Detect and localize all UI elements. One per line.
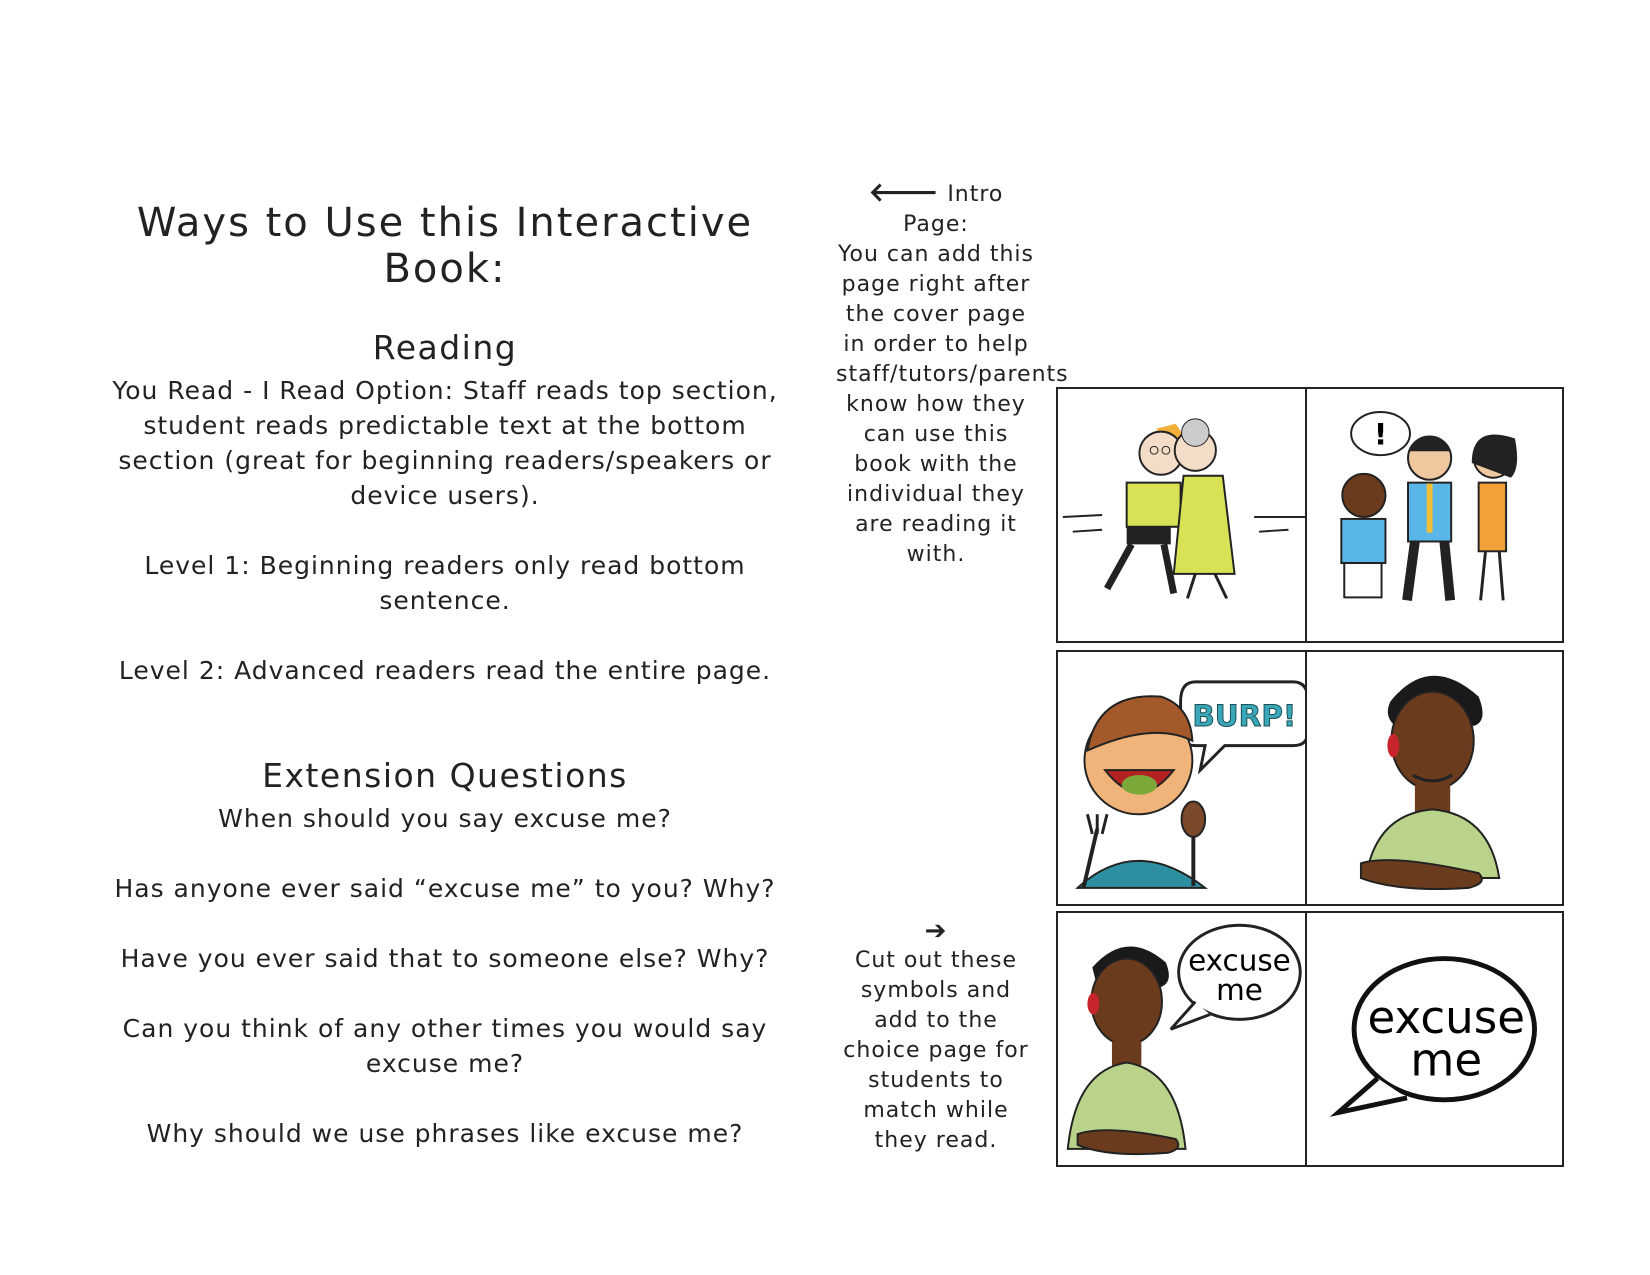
- page-title: Ways to Use this Interactive Book:: [136, 200, 754, 292]
- bubble-excuse-text: excuse: [1188, 943, 1291, 978]
- burp-text: BURP!: [1192, 699, 1297, 734]
- symbol-boy-excuse-me-card[interactable]: [1056, 911, 1315, 1167]
- question-4: Can you think of any other times you would say excuse me?: [122, 1014, 768, 1078]
- symbol-excuse-me-bubble-card[interactable]: [1305, 911, 1564, 1167]
- boy-saying-excuse-me-illustration: [1058, 913, 1313, 1165]
- big-excuse-text: excuse: [1367, 991, 1526, 1045]
- symbol-sign-card[interactable]: [1305, 650, 1564, 906]
- intro-note-text: You can add this page right after the cover page in order to help staff/tutors/parents know how they can use this book with the individual they are reading it with.: [836, 242, 1069, 567]
- level-1-text: Level 1: Beginning readers only read bottom sentence.: [144, 551, 746, 615]
- symbol-people-card[interactable]: [1305, 387, 1564, 643]
- level-2-text: Level 2: Advanced readers read the entire page.: [118, 656, 772, 685]
- big-me-text: me: [1410, 1033, 1483, 1087]
- exclamation-mark: !: [1373, 417, 1388, 452]
- intro-page-note: [836, 178, 1069, 570]
- instructions-column: [110, 200, 780, 1151]
- symbol-burp-card[interactable]: [1056, 650, 1315, 906]
- left-arrow-icon: 🡐: [868, 178, 940, 208]
- bubble-me-text: me: [1216, 972, 1263, 1007]
- excuse-me-speech-bubble: [1307, 913, 1562, 1165]
- bumping-people-illustration: [1058, 389, 1313, 641]
- cut-out-note: [836, 916, 1036, 1156]
- extension-heading: Extension Questions: [262, 756, 628, 795]
- reading-option-text: You Read - I Read Option: Staff reads top section, student reads predictable text at the bottom section (great for beginning readers/speakers or device users).: [112, 376, 778, 510]
- question-1: When should you say excuse me?: [218, 804, 672, 833]
- cut-note-text: Cut out these symbols and add to the choice page for students to match while they read.: [843, 948, 1029, 1153]
- burp-illustration: [1058, 652, 1313, 904]
- question-3: Have you ever said that to someone else? Why?: [120, 944, 770, 973]
- symbol-bump-card[interactable]: [1056, 387, 1315, 643]
- reading-heading: Reading: [372, 328, 518, 367]
- boy-signing-illustration: [1307, 652, 1562, 904]
- question-2: Has anyone ever said “excuse me” to you? Why?: [114, 874, 776, 903]
- question-5: Why should we use phrases like excuse me?: [146, 1119, 744, 1148]
- child-and-adults-illustration: [1307, 389, 1562, 641]
- intro-label: Intro Page:: [903, 182, 1004, 237]
- right-arrow-icon: ➔: [924, 916, 948, 946]
